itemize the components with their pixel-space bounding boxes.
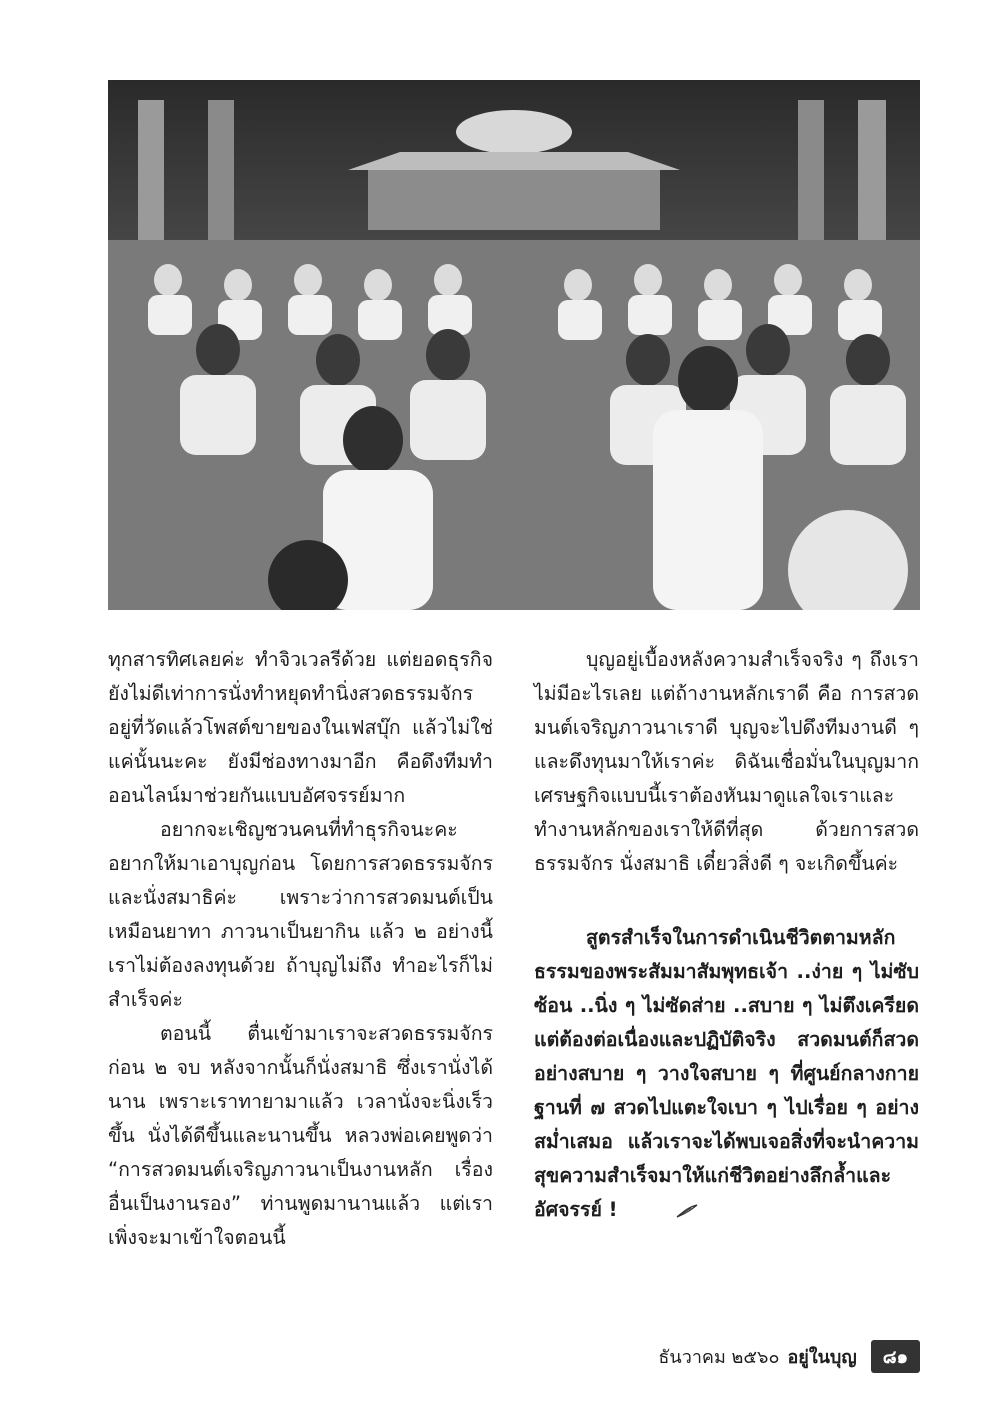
right-column [534, 643, 919, 1227]
issue-date: ธันวาคม ๒๕๖๐ [658, 1346, 780, 1368]
conclusion-text: สูตรสำเร็จในการดำเนินชีวิตตามหลักธรรมของพระสัมมาสัมพุทธเจ้า ..ง่าย ๆ ไม่ซับซ้อน ..นิ่ง ๆ ไม่ซัดส่าย ..สบาย ๆ ไม่ตึงเครียด แต่ต้องต่อเนื่องและปฏิบัติจริง สวดมนต์ก็สวดอย่างสบาย ๆ วางใจสบาย ๆ ที่ศูนย์กลางกายฐานที่ ๗ สวดไปแตะใจเบา ๆ ไปเรื่อย ๆ อย่างสม่ำเสมอ แล้วเราจะได้พบเจอสิ่งที่จะนำความสุขความสำเร็จมาให้แก่ชีวิตอย่างลึกล้ำและอัศจรรย์ ! [534, 926, 919, 1221]
meditation-photo [108, 80, 920, 610]
body-paragraph: ตอนนี้ ตื่นเข้ามาเราจะสวดธรรมจักรก่อน ๒ จบ หลังจากนั้นก็นั่งสมาธิ ซึ่งเรานั่งได้นาน เพราะเราทายามาแล้ว เวลานั่งจะนิ่งเร็วขึ้น นั่งได้ดีขึ้นและนานขึ้น หลวงพ่อเคยพูดว่า “การสวดมนต์เจริญภาวนาเป็นงานหลัก เรื่องอื่นเป็นงานรอง” ท่านพูดมานานแล้ว แต่เราเพิ่งจะมาเข้าใจตอนนี้ [108, 1022, 493, 1249]
body-paragraph: อยากจะเชิญชวนคนที่ทำธุรกิจนะคะ อยากให้มาเอาบุญก่อน โดยการสวดธรรมจักร และนั่งสมาธิค่ะ เพราะว่าการสวดมนต์เป็นเหมือนยาทา ภาวนาเป็นยากิน แล้ว ๒ อย่างนี้เราไม่ต้องลงทุนด้วย ถ้าบุญไม่ถึง ทำอะไรก็ไม่สำเร็จค่ะ [108, 818, 493, 1011]
meditation-photo-art [108, 80, 920, 610]
body-paragraph: บุญอยู่เบื้องหลังความสำเร็จจริง ๆ ถึงเราไม่มีอะไรเลย แต่ถ้างานหลักเราดี คือ การสวดมนต์เจริญภาวนาเราดี บุญจะไปดึงทีมงานดี ๆ และดึงทุนมาให้เราค่ะ ดิฉันเชื่อมั่นในบุญมาก เศรษฐกิจแบบนี้เราต้องหันมาดูแลใจเราและทำงานหลักของเราให้ดีที่สุด ด้วยการสวดธรรมจักร นั่งสมาธิ เดี๋ยวสิ่งดี ๆ จะเกิดขึ้นค่ะ [534, 648, 919, 875]
page-footer [658, 1341, 920, 1371]
conclusion-paragraph [534, 921, 919, 1227]
paragraph-spacer [534, 881, 919, 921]
feather-icon [624, 1195, 646, 1209]
left-column [108, 643, 493, 1255]
magazine-title: อยู่ในบุญ [787, 1346, 857, 1368]
page-number: ๘๑ [871, 1340, 920, 1373]
body-paragraph: ทุกสารทิศเลยค่ะ ทำจิวเวลรีด้วย แต่ยอดธุรกิจยังไม่ดีเท่าการนั่งทำหยุดทำนิ่งสวดธรรมจักรอยู่ที่วัดแล้วโพสต์ขายของในเฟสบุ๊ก แล้วไม่ใช่แค่นั้นนะคะ ยังมีช่องทางมาอีก คือดึงทีมทำออนไลน์มาช่วยกันแบบอัศจรรย์มาก [108, 648, 493, 807]
